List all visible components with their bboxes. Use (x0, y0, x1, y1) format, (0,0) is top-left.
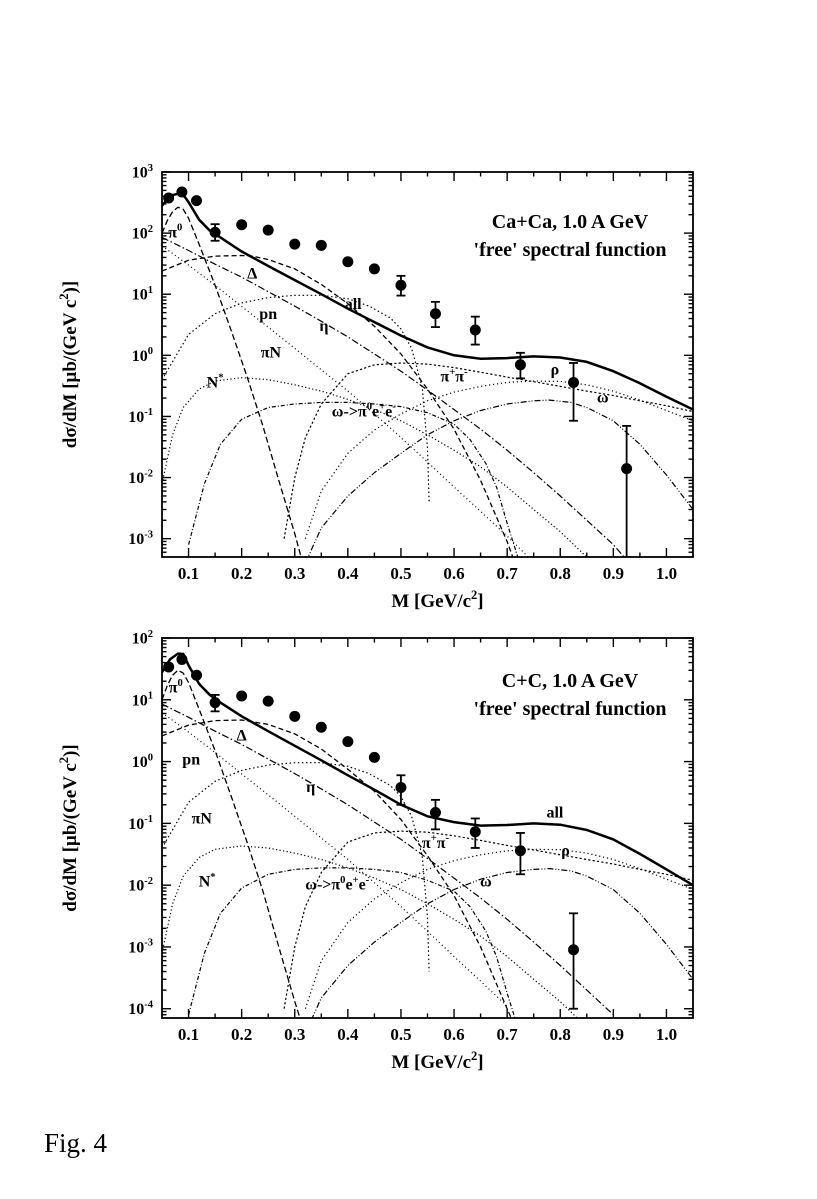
data-point-marker (342, 736, 353, 747)
x-tick-label: 0.3 (284, 1025, 306, 1044)
series-all-label: all (546, 804, 564, 822)
data-point-marker (621, 463, 632, 474)
data-point-marker (515, 845, 526, 856)
series-piN-curve (162, 713, 507, 1007)
chart-panel-0 (57, 163, 693, 612)
x-axis-title: M $[GeV/c^2]$ (391, 1049, 484, 1073)
series-pipi-curve (284, 831, 693, 1009)
data-point-marker (289, 239, 300, 250)
series-pn-curve (162, 704, 613, 1015)
data-point-marker (430, 807, 441, 818)
x-tick-label: 0.4 (337, 1025, 359, 1044)
x-tick-label: 0.8 (549, 1025, 571, 1044)
x-tick-label: 0.5 (390, 564, 412, 583)
series-omega-dalitz-curve (189, 402, 518, 557)
y-axis-title: dσ/dM [μb/(GeV $c^2$)] (57, 744, 81, 912)
x-tick-label: 0.5 (390, 1025, 412, 1044)
series-omega-label: ω (596, 389, 609, 407)
y-tick-label: $10^0$ (131, 752, 153, 772)
chart-panel-1 (57, 629, 693, 1073)
data-point-marker (191, 670, 202, 681)
x-tick-label: 0.7 (496, 1025, 518, 1044)
x-tick-label: 0.6 (443, 564, 465, 583)
series-rho-label: ρ (550, 361, 560, 379)
data-point-marker (470, 826, 481, 837)
data-point-marker (369, 263, 380, 274)
series-omega-curve (305, 400, 693, 563)
series-Nstar-label: N* (206, 372, 224, 392)
data-point-marker (263, 225, 274, 236)
y-tick-label: $10^{-1}$ (128, 814, 153, 833)
series-omega-dalitz-curve (189, 868, 518, 1027)
x-axis-title: M $[GeV/c^2]$ (391, 588, 484, 612)
plot-title: Ca+Ca, 1.0 A GeV (491, 211, 649, 233)
series-omega-label: ω (480, 873, 492, 891)
series-eta-label: η (306, 779, 316, 797)
series-all-label: all (344, 296, 362, 314)
series-delta-label: Δ (247, 265, 258, 283)
y-tick-label: $10^{-3}$ (128, 529, 153, 549)
data-point-marker (163, 661, 174, 672)
series-eta-curve (162, 763, 429, 972)
data-point-marker (236, 219, 247, 230)
data-point-marker (210, 697, 221, 708)
series-Nstar-curve (162, 846, 587, 1027)
series-piN-label: πN (191, 810, 212, 828)
data-point-marker (316, 240, 327, 251)
x-tick-label: 0.2 (231, 1025, 253, 1044)
x-tick-label: 1.0 (655, 564, 678, 583)
x-tick-label: 0.7 (496, 564, 518, 583)
data-point-marker (210, 227, 221, 238)
x-tick-label: 0.1 (177, 564, 200, 583)
series-rho-label: ρ (561, 842, 570, 860)
x-tick-label: 0.9 (602, 1025, 624, 1044)
series-pi0-label: $\pi^0$ (168, 678, 183, 697)
series-Nstar-label: N* (198, 871, 216, 891)
series-eta-curve (162, 295, 429, 502)
data-point-marker (470, 324, 481, 335)
series-eta-label: η (319, 318, 329, 336)
series-pn-label: pn (182, 751, 201, 769)
data-point-marker (191, 195, 202, 206)
series-piN-label: πN (260, 344, 282, 362)
y-tick-label: $10^2$ (131, 628, 153, 648)
y-tick-label: $10^2$ (131, 223, 153, 243)
data-point-marker (176, 654, 187, 665)
data-point-marker (369, 752, 380, 763)
data-point-marker (568, 944, 579, 955)
y-tick-label: $10^3$ (131, 162, 153, 182)
series-rho-curve (305, 849, 693, 1008)
data-point-marker (263, 696, 274, 707)
x-tick-label: 0.2 (231, 564, 253, 583)
data-point-marker (395, 782, 406, 793)
data-point-marker (395, 280, 406, 291)
series-pipi-label: π+π- (440, 367, 468, 386)
x-tick-label: 0.8 (549, 564, 571, 583)
y-tick-label: $10^{-3}$ (128, 937, 153, 957)
x-tick-label: 0.9 (602, 564, 624, 583)
data-point-marker (342, 256, 353, 267)
x-tick-label: 1.0 (655, 1025, 678, 1044)
data-point-marker (316, 722, 327, 733)
data-point-marker (289, 711, 300, 722)
y-tick-label: $10^{-1}$ (128, 407, 153, 426)
series-pi0-curve (162, 207, 303, 563)
y-axis-title: dσ/dM [μb/(GeV $c^2$)] (57, 280, 81, 449)
series-pi0-curve (162, 670, 300, 1018)
data-point-marker (176, 187, 187, 198)
series-pipi-label: π+π- (421, 833, 449, 852)
series-omega-dalitz-label: $\omega->\pi^0e^+e^-$ (331, 401, 396, 421)
y-tick-label: $10^{-2}$ (128, 468, 153, 488)
y-tick-label: $10^1$ (131, 285, 153, 304)
y-tick-label: $10^0$ (131, 346, 153, 365)
figure-caption: Fig. 4 (44, 1128, 108, 1158)
series-pi0-label: $\pi^0$ (168, 222, 183, 242)
x-tick-label: 0.4 (337, 564, 359, 583)
series-omega-dalitz-label: $\omega->\pi^0e^+e^-$ (305, 874, 370, 894)
plot-subtitle: 'free' spectral function (473, 698, 667, 720)
data-point-marker (430, 308, 441, 319)
y-tick-label: $10^{-4}$ (128, 999, 153, 1019)
series-piN-curve (162, 246, 528, 557)
x-tick-label: 0.6 (443, 1025, 465, 1044)
series-delta-label: Δ (236, 727, 247, 745)
x-tick-label: 0.1 (177, 1025, 200, 1044)
data-point-marker (568, 377, 579, 388)
series-pn-label: pn (259, 306, 278, 324)
plot-subtitle: 'free' spectral function (473, 239, 667, 261)
data-point-marker (236, 691, 247, 702)
y-tick-label: $10^1$ (131, 690, 153, 710)
y-tick-label: $10^{-2}$ (128, 875, 153, 895)
data-point-marker (515, 359, 526, 370)
x-tick-label: 0.3 (284, 564, 306, 583)
data-point-marker (163, 193, 174, 204)
plot-title: C+C, 1.0 A GeV (501, 670, 639, 692)
